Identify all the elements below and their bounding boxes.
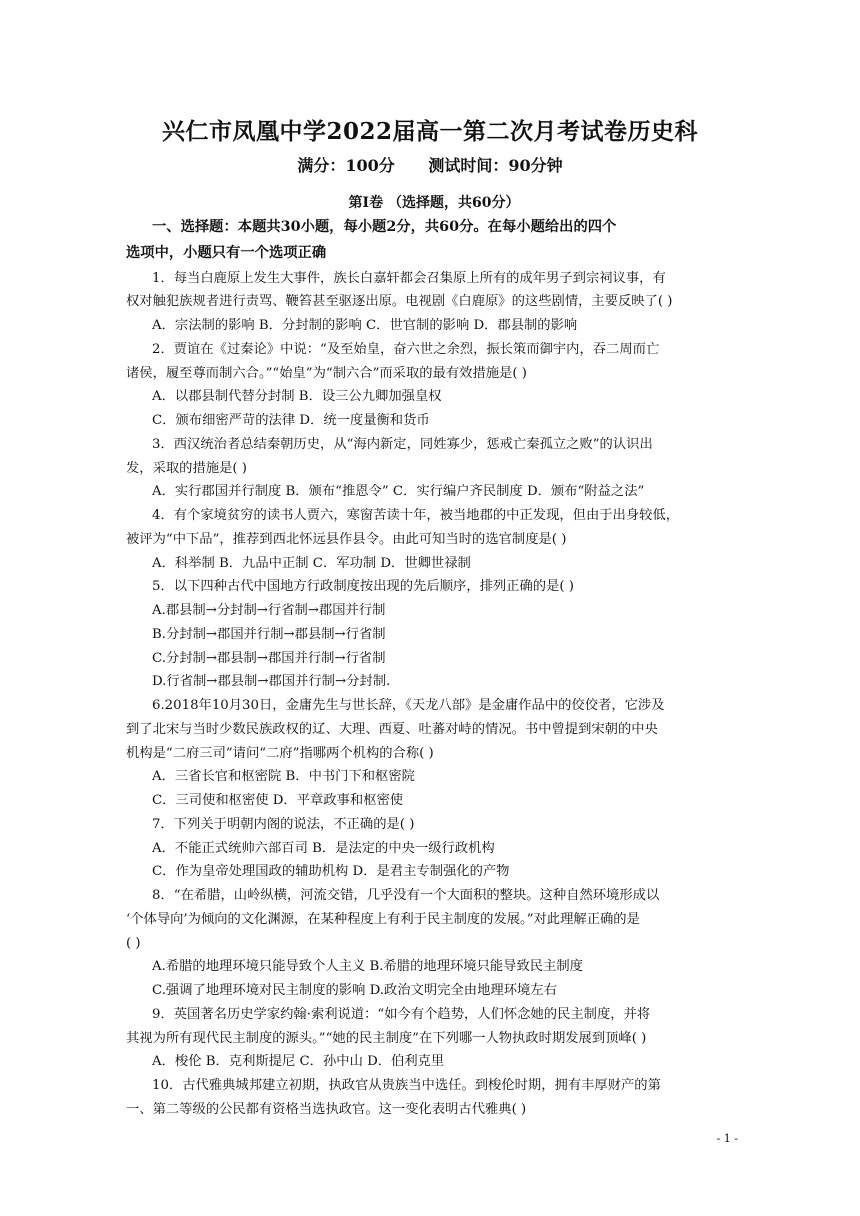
text-line: 5．以下四种古代中国地方行政制度按出现的先后顺序，排列正确的是( ) [152, 579, 574, 595]
text-line: A．不能正式统帅六部百司 B．是法定的中央一级行政机构 [152, 840, 495, 856]
text-line: C.分封制→郡县制→郡国并行制→行省制 [152, 650, 386, 666]
text-line: C．三司使和枢密使 D．平章政事和枢密使 [152, 793, 404, 808]
text-line: 一、选择题：本题共30小题，每小题2分，共60分。在每小题给出的四个 [152, 218, 617, 235]
text-line: 第Ⅰ卷 （选择题，共60分） [348, 195, 520, 211]
text-line: ‘个体导向’为倾向的文化渊源，在某种程度上有利于民主制度的发展。”对此理解正确的是 [126, 911, 640, 927]
text-line: B.分封制→郡国并行制→郡县制→行省制 [152, 626, 386, 642]
text-line: 选项中，小题只有一个选项正确 [126, 244, 327, 261]
text-line: 其视为所有现代民主制度的源头。”“她的民主制度”在下列哪一人物执政时期发展到顶峰( ) [126, 1030, 647, 1046]
page-number: - 1 - [716, 1132, 738, 1145]
text-line: C．颁布细密严苛的法律 D．统一度量衡和货币 [152, 413, 430, 428]
text-line: 2．贾谊在《过秦论》中说：“及至始皇，奋六世之余烈，振长策而御宇内，吞二周而亡 [152, 341, 660, 357]
text-line: 1．每当白鹿原上发生大事件，族长白嘉轩都会召集原上所有的成年男子到宗祠议事，有 [152, 270, 666, 286]
text-line: A．实行郡国并行制度 B．颁布“推恩令” C．实行编户齐民制度 D．颁布“附益之法” [152, 484, 645, 500]
text-line: 3．西汉统治者总结秦朝历史，从“海内新定，同姓寡少，惩戒亡秦孤立之败”的认识出 [152, 436, 653, 452]
exam-title: 兴仁市凤凰中学2022届高一第二次月考试卷历史科 [161, 118, 698, 145]
text-line: 7．下列关于明朝内阁的说法，不正确的是( ) [152, 816, 415, 832]
text-line: 发，采取的措施是( ) [126, 460, 247, 476]
text-line: 一、第二等级的公民都有资格当选执政官。这一变化表明古代雅典( ) [126, 1101, 527, 1117]
exam-body [126, 192, 742, 1122]
text-line: A．宗法制的影响 B．分封制的影响 C．世官制的影响 D．郡县制的影响 [152, 318, 578, 333]
text-line: D.行省制→郡县制→郡国并行制→分封制. [152, 674, 391, 690]
text-line: 诸侯，履至尊而制六合。”“始皇”为“制六合”而采取的最有效措施是( ) [126, 365, 527, 381]
text-line: 机构是“二府三司”请问“二府”指哪两个机构的合称( ) [126, 745, 434, 761]
text-line: 4．有个家境贫穷的读书人贾六，寒窗苦读十年，被当地郡的中正发现，但由于出身较低， [152, 508, 680, 523]
text-line: 10．古代雅典城邦建立初期，执政官从贵族当中选任。到梭伦时期，拥有丰厚财产的第 [152, 1078, 661, 1093]
text-line: 6.2018年10月30日，金庸先生与世长辞，《天龙八部》是金庸作品中的佼佼者，它涉及 [152, 698, 665, 713]
text-line: 8．“在希腊，山岭纵横，河流交错，几乎没有一个大面积的整块。这种自然环境形成以 [152, 888, 660, 903]
text-line: C．作为皇帝处理国政的辅助机构 D．是君主专制强化的产物 [152, 864, 510, 880]
text-line: C.强调了地理环境对民主制度的影响 D.政治文明完全由地理环境左右 [152, 983, 557, 998]
full-score: 满分：100分 [297, 156, 395, 175]
test-time: 测试时间：90分钟 [428, 156, 563, 175]
text-line: 9．英国著名历史学家约翰·索利说道：“如今有个趋势，人们怀念她的民主制度，并将 [152, 1006, 651, 1022]
text-line: A．三省长官和枢密院 B．中书门下和枢密院 [152, 769, 415, 785]
text-line: 被评为“中下品”，推荐到西北怀远县作县令。由此可知当时的选官制度是( ) [126, 531, 567, 547]
text-line: A.希腊的地理环境只能导致个人主义 B.希腊的地理环境只能导致民主制度 [152, 959, 583, 975]
text-line: A．以郡县制代替分封制 B．设三公九卿加强皇权 [152, 389, 442, 405]
text-line: ( ) [126, 935, 141, 951]
exam-subtitle [0, 153, 860, 176]
text-line: 权对触犯族规者进行责骂、鞭笞甚至驱逐出原。电视剧《白鹿原》的这些剧情，主要反映了( ) [126, 294, 673, 310]
text-line: A．科举制 B．九品中正制 C．军功制 D．世卿世禄制 [152, 555, 471, 571]
text-line: 到了北宋与当时少数民族政权的辽、大理、西夏、吐蕃对峙的情况。书中曾提到宋朝的中央 [126, 721, 658, 737]
text-line: A.郡县制→分封制→行省制→郡国并行制 [152, 603, 386, 618]
text-line: A．梭伦 B．克利斯提尼 C．孙中山 D．伯利克里 [152, 1054, 445, 1070]
